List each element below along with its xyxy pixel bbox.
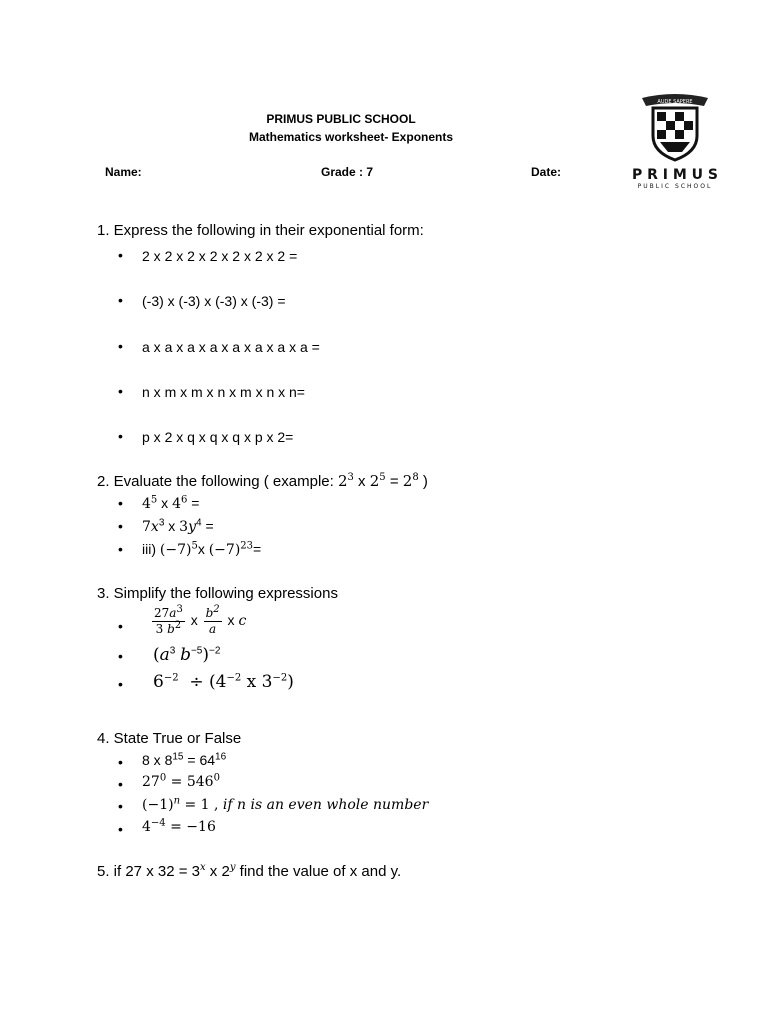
q1-item-4: n x m x m x n x m x n x n= xyxy=(142,384,305,400)
q4-item-2: $27^0 = 546^0$ xyxy=(142,772,220,790)
q1-item-5: p x 2 x q x q x q x p x 2= xyxy=(142,429,294,445)
bullet-icon: • xyxy=(118,618,123,634)
bullet-icon: • xyxy=(118,648,123,664)
bullet-icon: • xyxy=(118,821,123,837)
name-label: Name: xyxy=(105,165,142,179)
q4-title: 4. State True or False xyxy=(97,730,242,747)
q3-item-3: $6^{-2} \div (4^{-2}$ x $3^{-2}$) xyxy=(153,672,294,692)
svg-text:AUDE SAPERE: AUDE SAPERE xyxy=(657,99,693,105)
q2-item-2: $7x^3$ x $3y^4$ = xyxy=(142,517,214,535)
q3-item-2: ($a^3$ $b^{-5})^{-2}$ xyxy=(153,645,221,665)
grade-label: Grade : 7 xyxy=(321,165,374,179)
bullet-icon: • xyxy=(118,676,123,692)
school-name: PRIMUS PUBLIC SCHOOL xyxy=(266,112,416,126)
logo-tagline: PUBLIC SCHOOL xyxy=(637,183,713,190)
q2-title: 2. Evaluate the following ( example: $2^3$ x $2^5 = 2^8$ ) xyxy=(97,472,428,490)
q4-item-4: $4^{-4} = -16$ xyxy=(142,817,216,835)
bullet-icon: • xyxy=(118,428,123,444)
bullet-icon: • xyxy=(118,798,123,814)
q3-item-1: $\frac{27a^3}{3 b^2}$ x $\frac{b^2}{a}$ x c xyxy=(154,604,247,636)
logo-wordmark: P R I M U S xyxy=(631,167,718,183)
bullet-icon: • xyxy=(118,776,123,792)
q2-item-3: iii) $(-7)^5x$ $(-7)^{23}=$ xyxy=(142,540,262,558)
bullet-icon: • xyxy=(118,754,123,770)
q1-item-2: (-3) x (-3) x (-3) x (-3) = xyxy=(142,293,286,309)
q2-item-1: $4^5$ x $4^6$ = xyxy=(142,494,200,512)
bullet-icon: • xyxy=(118,292,123,308)
bullet-icon: • xyxy=(118,338,123,354)
q4-item-1: 8 x $8^{15} = 64^{16}$ xyxy=(142,751,227,768)
q1-title: 1. Express the following in their exponential form: xyxy=(97,222,424,239)
bullet-icon: • xyxy=(118,247,123,263)
worksheet-title: Mathematics worksheet- Exponents xyxy=(248,130,454,144)
bullet-icon: • xyxy=(118,541,123,557)
school-logo xyxy=(620,92,730,188)
q4-item-3: $(-1)^n = 1$ , if n is an even whole number xyxy=(142,795,429,813)
shield-emblem-icon xyxy=(620,92,730,162)
bullet-icon: • xyxy=(118,383,123,399)
bullet-icon: • xyxy=(118,495,123,511)
date-label: Date: xyxy=(531,165,562,179)
q1-item-3: a x a x a x a x a x a x a x a = xyxy=(142,339,320,355)
q1-item-1: 2 x 2 x 2 x 2 x 2 x 2 x 2 = xyxy=(142,248,298,264)
bullet-icon: • xyxy=(118,518,123,534)
q5-title: 5. if 27 x $32 = 3^x$ x 2$^y$ find the value of x and y. xyxy=(97,862,402,880)
q3-title: 3. Simplify the following expressions xyxy=(97,585,338,602)
